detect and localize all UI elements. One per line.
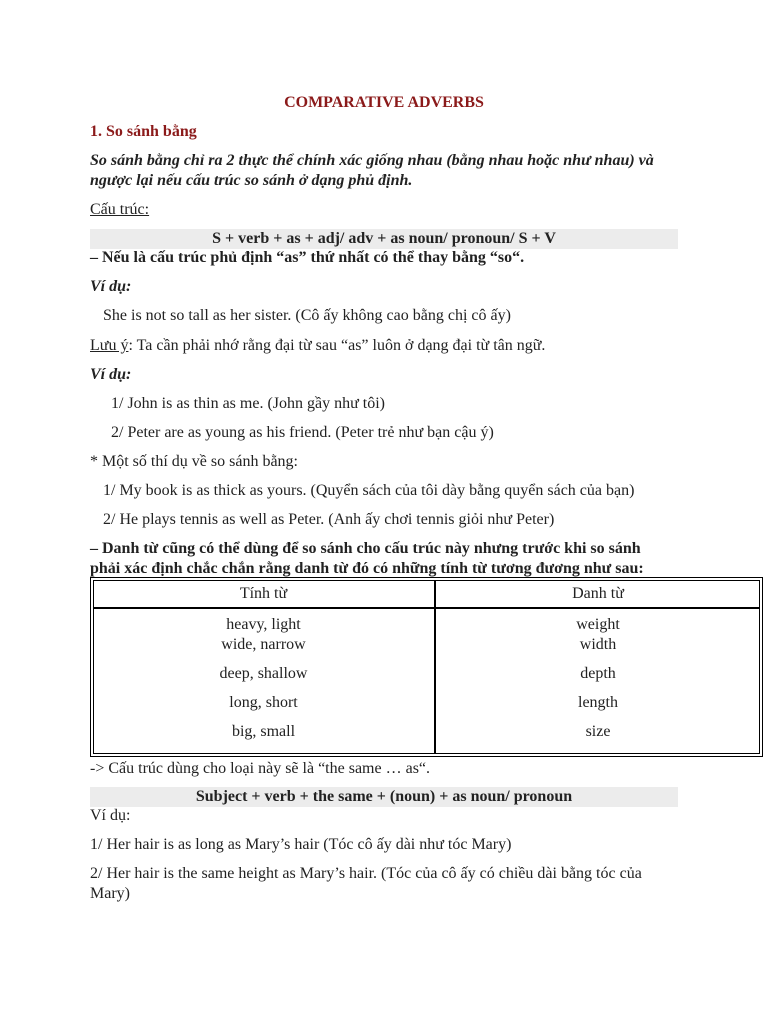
example-sentence: 2/ Her hair is the same height as Mary’s hair. (Tóc của cô ấy có chiều dài bằng tóc của [90,865,642,882]
negation-note: – Nếu là cấu trúc phủ định “as” thứ nhất có thể thay bằng “so“. [90,249,525,266]
intro-line-2: ngược lại nếu cấu trúc so sánh ở dạng phủ định. [90,172,413,189]
example-label: Ví dụ: [90,807,131,824]
noun-note-line-2: phải xác định chắc chắn rằng danh từ đó có những tính từ tương đương như sau: [90,560,644,577]
table-cell-adjective: heavy, light [226,616,301,633]
example-sentence: 1/ My book is as thick as yours. (Quyển sách của tôi dày bằng quyển sách của bạn) [103,482,635,499]
example-sentence: 2/ Peter are as young as his friend. (Peter trẻ như bạn cậu ý) [111,424,494,441]
section-heading: 1. So sánh bằng [90,123,197,140]
table-cell-noun: length [578,694,618,711]
table-cell-adjective: wide, narrow [221,636,306,653]
table-cell-adjective: big, small [231,723,296,740]
table-cell-adjective: long, short [229,694,298,711]
structure-label: Cấu trúc: [90,201,150,218]
formula-equal-comparison: S + verb + as + adj/ adv + as noun/ pronoun/ S + V [90,229,678,249]
table-cell-noun: width [579,636,617,653]
table-header-divider [93,607,760,609]
table-cell-noun: depth [580,665,616,682]
intro-line-1: So sánh bằng chỉ ra 2 thực thể chính xác giống nhau (bằng nhau hoặc như nhau) và [90,152,654,169]
note-text: : Ta cần phải nhớ rằng đại từ sau “as” luôn ở dạng đại từ tân ngữ. [128,337,546,354]
formula-the-same: Subject + verb + the same + (noun) + as noun/ pronoun [90,787,678,807]
example-sentence: 1/ Her hair is as long as Mary’s hair (Tóc cô ấy dài như tóc Mary) [90,836,512,853]
example-sentence: She is not so tall as her sister. (Cô ấy không cao bằng chị cô ấy) [103,307,511,324]
more-examples-label: * Một số thí dụ về so sánh bằng: [90,453,298,470]
note-line [90,336,545,356]
example-sentence: 2/ He plays tennis as well as Peter. (Anh ấy chơi tennis giỏi như Peter) [103,511,555,528]
example-sentence: 1/ John is as thin as me. (John gầy như tôi) [111,395,385,412]
example-sentence-continued: Mary) [90,885,130,902]
table-cell-noun: weight [576,616,620,633]
note-label: Lưu ý [90,337,129,354]
page-title: COMPARATIVE ADVERBS [284,94,484,111]
table-cell-noun: size [585,723,611,740]
table-cell-adjective: deep, shallow [219,665,308,682]
table-header-noun: Danh từ [572,585,624,602]
table-header-adjective: Tính từ [239,585,288,602]
noun-note-line-1: – Danh từ cũng có thể dùng để so sánh cho cấu trúc này nhưng trước khi so sánh [90,540,641,557]
same-structure-note: -> Cấu trúc dùng cho loại này sẽ là “the same … as“. [90,760,431,777]
example-label: Ví dụ: [90,366,132,383]
example-label: Ví dụ: [90,278,132,295]
